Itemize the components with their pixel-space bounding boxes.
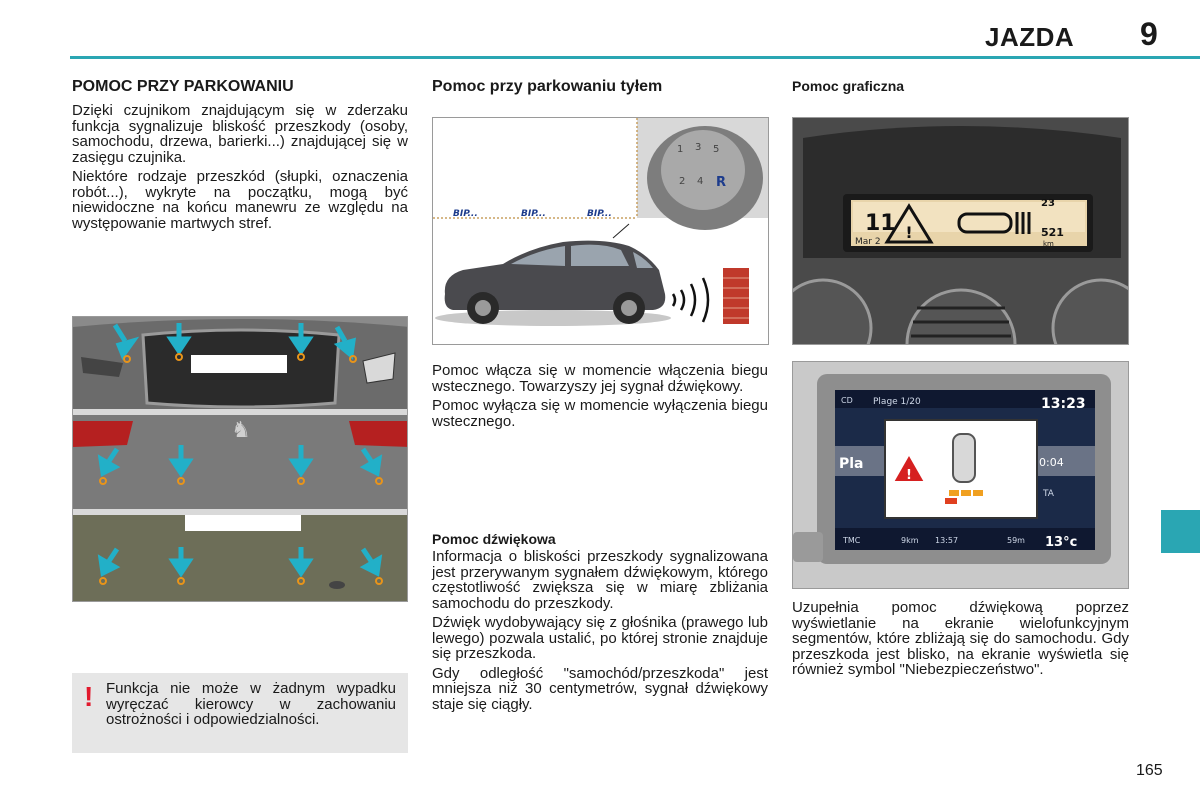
screen-bottom-temp: 13°c: [1045, 535, 1078, 550]
beep-label-3: BIP...: [587, 209, 612, 219]
section3-body: [432, 549, 768, 716]
reversing-illustration: [433, 118, 769, 345]
gear-label-2: 2: [679, 176, 686, 187]
reversing-figure: [432, 117, 769, 345]
warning-note-text: Funkcja nie może w żadnym wypadku wyręczać kierowcy w zachowaniu ostrożności i odpowiedzialności.: [106, 680, 396, 728]
section3-paragraph-1: Informacja o bliskości przeszkody sygnalizowana jest przerywanym sygnałem dźwiękowym, którego częstotliwość zwiększa się w miarę zbliżania samochodu do przeszkody.: [432, 548, 768, 612]
screen-bottom-m: 59m: [1007, 536, 1025, 545]
gear-label-r: R: [716, 175, 727, 190]
svg-text:!: !: [905, 223, 913, 242]
page-number: 165: [1136, 762, 1163, 779]
section2-paragraph-2: Pomoc wyłącza się w momencie wyłączenia biegu wstecznego.: [432, 397, 768, 430]
chapter-side-tab: [1161, 510, 1200, 553]
display-left-value: 11: [865, 211, 896, 236]
screen-source: CD: [841, 396, 853, 405]
sensor-locations-illustration: [73, 317, 408, 602]
warning-note: [72, 673, 408, 753]
gear-label-4: 4: [697, 176, 704, 187]
display-temp: 23: [1041, 198, 1055, 209]
instrument-display-illustration: [793, 118, 1129, 345]
gear-label-1: 1: [677, 144, 684, 155]
section1-body: [72, 103, 408, 235]
section-title-parking-aid: POMOC PRZY PARKOWANIU: [72, 78, 294, 95]
section-title-visual-aid: Pomoc graficzna: [792, 78, 905, 94]
screen-bottom-dist: 9km: [901, 536, 919, 545]
beep-label-2: BIP...: [521, 209, 546, 219]
display-right-value: 521: [1041, 226, 1064, 239]
instrument-display-figure: [792, 117, 1129, 345]
screen-bottom-tmc: TMC: [843, 536, 861, 545]
chapter-number: 9: [1140, 16, 1158, 52]
section2-paragraph-1: Pomoc włącza się w momencie włączenia biegu wstecznego. Towarzyszy jej sygnał dźwiękowy.: [432, 362, 768, 395]
section3-paragraph-3: Gdy odległość "samochód/przeszkoda" jest mniejsza niż 30 centymetrów, sygnał dźwiękowy staje się ciągły.: [432, 664, 768, 713]
section2-body: [432, 363, 768, 433]
section-title-rear-parking: Pomoc przy parkowaniu tyłem: [432, 78, 663, 95]
beep-label-1: BIP...: [453, 209, 478, 219]
sensor-locations-figure: [72, 316, 408, 602]
warning-exclamation-icon: !: [84, 681, 94, 712]
section-title-audible-aid: Pomoc dźwiękowa: [432, 531, 556, 547]
screen-side-right: 0:04: [1039, 456, 1064, 469]
section1-paragraph-1: Dzięki czujnikom znajdującym się w zderzaku funkcja sygnalizuje bliskość przeszkody (osoby, samochodu, drzewa, barierki...) znajdującej się w zasięgu czujnika.: [72, 102, 408, 166]
gear-label-5: 5: [713, 144, 720, 155]
display-date: Mar 2: [855, 237, 881, 247]
screen-side-left: Pla: [839, 456, 864, 472]
svg-text:♞: ♞: [231, 418, 251, 443]
chapter-title: JAZDA: [985, 22, 1075, 52]
multifunction-screen-figure: [792, 361, 1129, 589]
screen-side-right-2: TA: [1043, 489, 1054, 499]
svg-text:!: !: [906, 468, 912, 483]
section4-body: [792, 600, 1129, 682]
screen-clock: 13:23: [1041, 396, 1086, 412]
multifunction-screen-illustration: [793, 362, 1129, 589]
screen-track: Plage 1/20: [873, 397, 921, 407]
section3-paragraph-2: Dźwięk wydobywający się z głośnika (prawego lub lewego) pozwala ustalić, po której stronie znajduje się przeszkoda.: [432, 614, 768, 662]
screen-bottom-time: 13:57: [935, 536, 959, 545]
section4-paragraph: Uzupełnia pomoc dźwiękową poprzez wyświetlanie na ekranie wielofunkcyjnym segmentów, które zbliżają się do samochodu. Gdy przeszkoda jest blisko, na ekranie wyświetla się również symbol "Niebezpieczeństwo".: [792, 599, 1129, 678]
gear-label-3: 3: [695, 142, 702, 153]
display-unit: km: [1043, 240, 1054, 248]
car-icon-screen: [953, 434, 975, 482]
header-rule: [70, 56, 1200, 59]
section1-paragraph-2: Niektóre rodzaje przeszkód (słupki, oznaczenia robót...), wykryte na początku, mogą być niewidoczne na końcu manewru ze względu na występowanie martwych stref.: [72, 168, 408, 232]
